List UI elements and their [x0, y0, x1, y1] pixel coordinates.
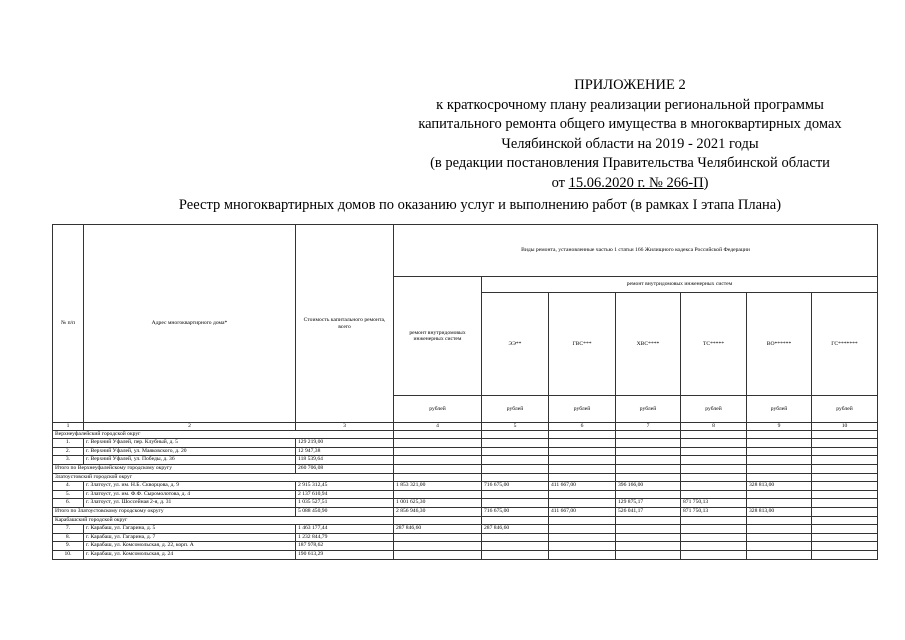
- amount-cell: [681, 490, 747, 499]
- amount-cell: [616, 533, 681, 542]
- address-cell: г. Верхний Уфалей, ул. Маяковского, д. 20: [84, 447, 296, 456]
- amount-cell: [812, 525, 878, 534]
- row-number: 6.: [53, 499, 84, 508]
- empty-cell: [549, 430, 616, 439]
- appendix-header: [400, 76, 860, 193]
- amount-cell: [616, 456, 681, 465]
- amount-cell: 871 750,13: [681, 507, 747, 516]
- empty-cell: [681, 473, 747, 482]
- registry-table: [52, 224, 878, 560]
- amount-cell: 328 813,00: [747, 507, 812, 516]
- unit-10: рублей: [812, 396, 878, 423]
- empty-cell: [482, 430, 549, 439]
- table-row: [53, 482, 878, 491]
- amount-cell: [681, 525, 747, 534]
- address-cell: г. Карабаш, ул. Комсомольская, д. 24: [84, 550, 296, 559]
- amount-cell: [681, 533, 747, 542]
- amount-cell: [616, 542, 681, 551]
- section-title: Карабашский городской округ: [53, 516, 394, 525]
- row-number: 4.: [53, 482, 84, 491]
- amount-cell: [394, 439, 482, 448]
- row-number: 7.: [53, 525, 84, 534]
- empty-cell: [616, 430, 681, 439]
- amount-cell: [681, 550, 747, 559]
- empty-cell: [549, 516, 616, 525]
- appendix-line-4: (в редакции постановления Правительства Челябинской области: [430, 155, 830, 171]
- unit-8: рублей: [681, 396, 747, 423]
- amount-cell: [549, 533, 616, 542]
- address-cell: г. Златоуст, ул. им. Ф.Ф. Сыромолотова, д. 4: [84, 490, 296, 499]
- empty-cell: [616, 473, 681, 482]
- amount-cell: [812, 499, 878, 508]
- column-number: 2: [84, 423, 296, 431]
- empty-cell: [394, 473, 482, 482]
- appendix-line-1: к краткосрочному плану реализации региональной программы: [436, 96, 824, 113]
- table-row: [53, 550, 878, 559]
- table-row: [53, 525, 878, 534]
- amount-cell: [482, 542, 549, 551]
- appendix-line-5: [400, 174, 860, 194]
- total-row: [53, 464, 878, 473]
- amount-cell: [812, 550, 878, 559]
- amount-cell: [681, 439, 747, 448]
- amount-cell: [747, 456, 812, 465]
- amount-cell: 871 750,13: [681, 499, 747, 508]
- row-number: 9.: [53, 542, 84, 551]
- column-number: 10: [812, 423, 878, 431]
- amount-cell: [812, 507, 878, 516]
- amount-cell: 396 166,00: [616, 482, 681, 491]
- amount-cell: 716 675,00: [482, 507, 549, 516]
- empty-cell: [482, 473, 549, 482]
- address-cell: г. Верхний Уфалей, ул. Победы, д. 36: [84, 456, 296, 465]
- row-number: 8.: [53, 533, 84, 542]
- amount-cell: [812, 533, 878, 542]
- amount-cell: [747, 464, 812, 473]
- amount-cell: 129 875,17: [616, 499, 681, 508]
- column-number: 6: [549, 423, 616, 431]
- amount-cell: [812, 447, 878, 456]
- empty-cell: [747, 430, 812, 439]
- document-title: Реестр многоквартирных домов по оказанию услуг и выполнению работ (в рамках I этапа Плана): [178, 197, 782, 213]
- amount-cell: [394, 447, 482, 456]
- amount-cell: [482, 464, 549, 473]
- amount-cell: [747, 525, 812, 534]
- table-row: [53, 490, 878, 499]
- amount-cell: [394, 456, 482, 465]
- header-kinds: Виды ремонта, установленные частью 1 статьи 166 Жилищного кодекса Российской Федерации: [394, 225, 878, 277]
- appendix-line-5-suffix: ): [703, 174, 709, 191]
- column-number: 1: [53, 423, 84, 431]
- amount-cell: [394, 490, 482, 499]
- amount-cell: [549, 456, 616, 465]
- amount-cell: [616, 550, 681, 559]
- empty-cell: [394, 516, 482, 525]
- amount-cell: [394, 542, 482, 551]
- amount-cell: [747, 499, 812, 508]
- address-cell: г. Златоуст, ул. им. Н.Б. Скворцова, д. 9: [84, 482, 296, 491]
- amount-cell: [482, 439, 549, 448]
- cost-cell: 129 219,00: [296, 439, 394, 448]
- amount-cell: [482, 533, 549, 542]
- header-ts: ТС*****: [681, 293, 747, 396]
- column-number: 4: [394, 423, 482, 431]
- unit-5: рублей: [482, 396, 549, 423]
- address-cell: г. Карабаш, ул. Гагарина, д. 5: [84, 525, 296, 534]
- amount-cell: 2 856 946,30: [394, 507, 482, 516]
- table-row: [53, 499, 878, 508]
- amount-cell: 716 675,00: [482, 482, 549, 491]
- amount-cell: 411 667,00: [549, 482, 616, 491]
- amount-cell: [394, 464, 482, 473]
- empty-cell: [812, 430, 878, 439]
- amount-cell: [549, 499, 616, 508]
- amount-cell: 287 846,60: [394, 525, 482, 534]
- header-num: № п/п: [53, 225, 84, 423]
- address-cell: г. Златоуст, ул. Шоссейная 2-я, д. 31: [84, 499, 296, 508]
- amount-cell: [549, 464, 616, 473]
- section-row: [53, 516, 878, 525]
- column-number: 5: [482, 423, 549, 431]
- section-title: Верхнеуфалейский городской округ: [53, 430, 394, 439]
- cost-cell: 187 978,62: [296, 542, 394, 551]
- amount-cell: [549, 550, 616, 559]
- amount-cell: [394, 550, 482, 559]
- unit-6: рублей: [549, 396, 616, 423]
- header-cost: Стоимость капитального ремонта, всего: [296, 225, 394, 423]
- amount-cell: [812, 464, 878, 473]
- section-title: Златоустовский городской округ: [53, 473, 394, 482]
- header-hvs: ХВС****: [616, 293, 681, 396]
- row-number: 10.: [53, 550, 84, 559]
- amount-cell: [616, 490, 681, 499]
- amount-cell: [812, 490, 878, 499]
- amount-cell: [812, 456, 878, 465]
- amount-cell: [482, 447, 549, 456]
- cost-cell: 1 232 844,79: [296, 533, 394, 542]
- empty-cell: [812, 473, 878, 482]
- column-number: 8: [681, 423, 747, 431]
- amount-cell: [616, 525, 681, 534]
- cost-cell: 2 915 312,45: [296, 482, 394, 491]
- amount-cell: 411 667,00: [549, 507, 616, 516]
- row-number: 5.: [53, 490, 84, 499]
- address-cell: г. Карабаш, ул. Комсомольская, д. 22, корп. А: [84, 542, 296, 551]
- unit-4: рублей: [394, 396, 482, 423]
- unit-7: рублей: [616, 396, 681, 423]
- amount-cell: [681, 482, 747, 491]
- cost-cell: 1 035 527,51: [296, 499, 394, 508]
- appendix-heading: ПРИЛОЖЕНИЕ 2: [574, 77, 686, 93]
- section-row: [53, 430, 878, 439]
- row-number: 2.: [53, 447, 84, 456]
- amount-cell: [681, 456, 747, 465]
- empty-cell: [747, 473, 812, 482]
- empty-cell: [616, 516, 681, 525]
- cost-cell: 5 088 450,90: [296, 507, 394, 516]
- address-cell: г. Карабаш, ул. Гагарина, д. 7: [84, 533, 296, 542]
- table-row: [53, 439, 878, 448]
- empty-cell: [812, 516, 878, 525]
- table-row: [53, 447, 878, 456]
- unit-9: рублей: [747, 396, 812, 423]
- amount-cell: [747, 447, 812, 456]
- empty-cell: [482, 516, 549, 525]
- appendix-date: 15.06.2020 г. № 266-П: [568, 174, 704, 191]
- amount-cell: [616, 439, 681, 448]
- empty-cell: [549, 473, 616, 482]
- header-gs: ГС*******: [812, 293, 878, 396]
- amount-cell: [747, 533, 812, 542]
- amount-cell: 526 041,17: [616, 507, 681, 516]
- amount-cell: [394, 533, 482, 542]
- amount-cell: [549, 490, 616, 499]
- column-number: 9: [747, 423, 812, 431]
- amount-cell: 328 813,00: [747, 482, 812, 491]
- appendix-line-2: капитального ремонта общего имущества в многоквартирных домах: [418, 116, 842, 132]
- amount-cell: [812, 482, 878, 491]
- amount-cell: [482, 490, 549, 499]
- amount-cell: [681, 447, 747, 456]
- header-ee: ЭЭ**: [482, 293, 549, 396]
- column-number: 7: [616, 423, 681, 431]
- cost-cell: 1 463 177,44: [296, 525, 394, 534]
- empty-cell: [681, 516, 747, 525]
- amount-cell: [812, 439, 878, 448]
- header-vo: ВО******: [747, 293, 812, 396]
- row-number: 3.: [53, 456, 84, 465]
- cost-cell: 190 613,29: [296, 550, 394, 559]
- amount-cell: 287 846,60: [482, 525, 549, 534]
- amount-cell: [747, 542, 812, 551]
- total-label: Итого по Златоустовскому городскому округу: [53, 507, 296, 516]
- amount-cell: [747, 550, 812, 559]
- amount-cell: [549, 542, 616, 551]
- amount-cell: [482, 456, 549, 465]
- amount-cell: [812, 542, 878, 551]
- section-row: [53, 473, 878, 482]
- amount-cell: [549, 447, 616, 456]
- header-gvs: ГВС***: [549, 293, 616, 396]
- row-number: 1.: [53, 439, 84, 448]
- amount-cell: 1 853 321,00: [394, 482, 482, 491]
- amount-cell: [747, 439, 812, 448]
- header-internal: ремонт внутридомовых инженерных систем: [482, 277, 878, 293]
- cost-cell: 12 947,38: [296, 447, 394, 456]
- total-label: Итого по Верхнеуфалейскому городскому округу: [53, 464, 296, 473]
- amount-cell: [681, 542, 747, 551]
- amount-cell: [482, 499, 549, 508]
- total-row: [53, 507, 878, 516]
- empty-cell: [747, 516, 812, 525]
- column-number-row: [53, 423, 878, 431]
- empty-cell: [681, 430, 747, 439]
- amount-cell: [549, 525, 616, 534]
- appendix-line-5-prefix: от: [551, 174, 569, 191]
- amount-cell: [482, 550, 549, 559]
- address-cell: г. Верхний Уфалей, пер. Клубный, д. 5: [84, 439, 296, 448]
- amount-cell: [616, 464, 681, 473]
- amount-cell: [681, 464, 747, 473]
- empty-cell: [394, 430, 482, 439]
- cost-cell: 118 539,64: [296, 456, 394, 465]
- header-address: Адрес многоквартирного дома*: [84, 225, 296, 423]
- appendix-line-3: Челябинской области на 2019 - 2021 годы: [501, 135, 759, 152]
- amount-cell: [747, 490, 812, 499]
- amount-cell: 1 001 625,30: [394, 499, 482, 508]
- table-row: [53, 542, 878, 551]
- header-internal-total: ремонт внутридомовых инженерных систем: [394, 277, 482, 396]
- column-number: 3: [296, 423, 394, 431]
- table-row: [53, 533, 878, 542]
- amount-cell: [549, 439, 616, 448]
- table-row: [53, 456, 878, 465]
- cost-cell: 260 706,08: [296, 464, 394, 473]
- amount-cell: [616, 447, 681, 456]
- cost-cell: 2 137 610,94: [296, 490, 394, 499]
